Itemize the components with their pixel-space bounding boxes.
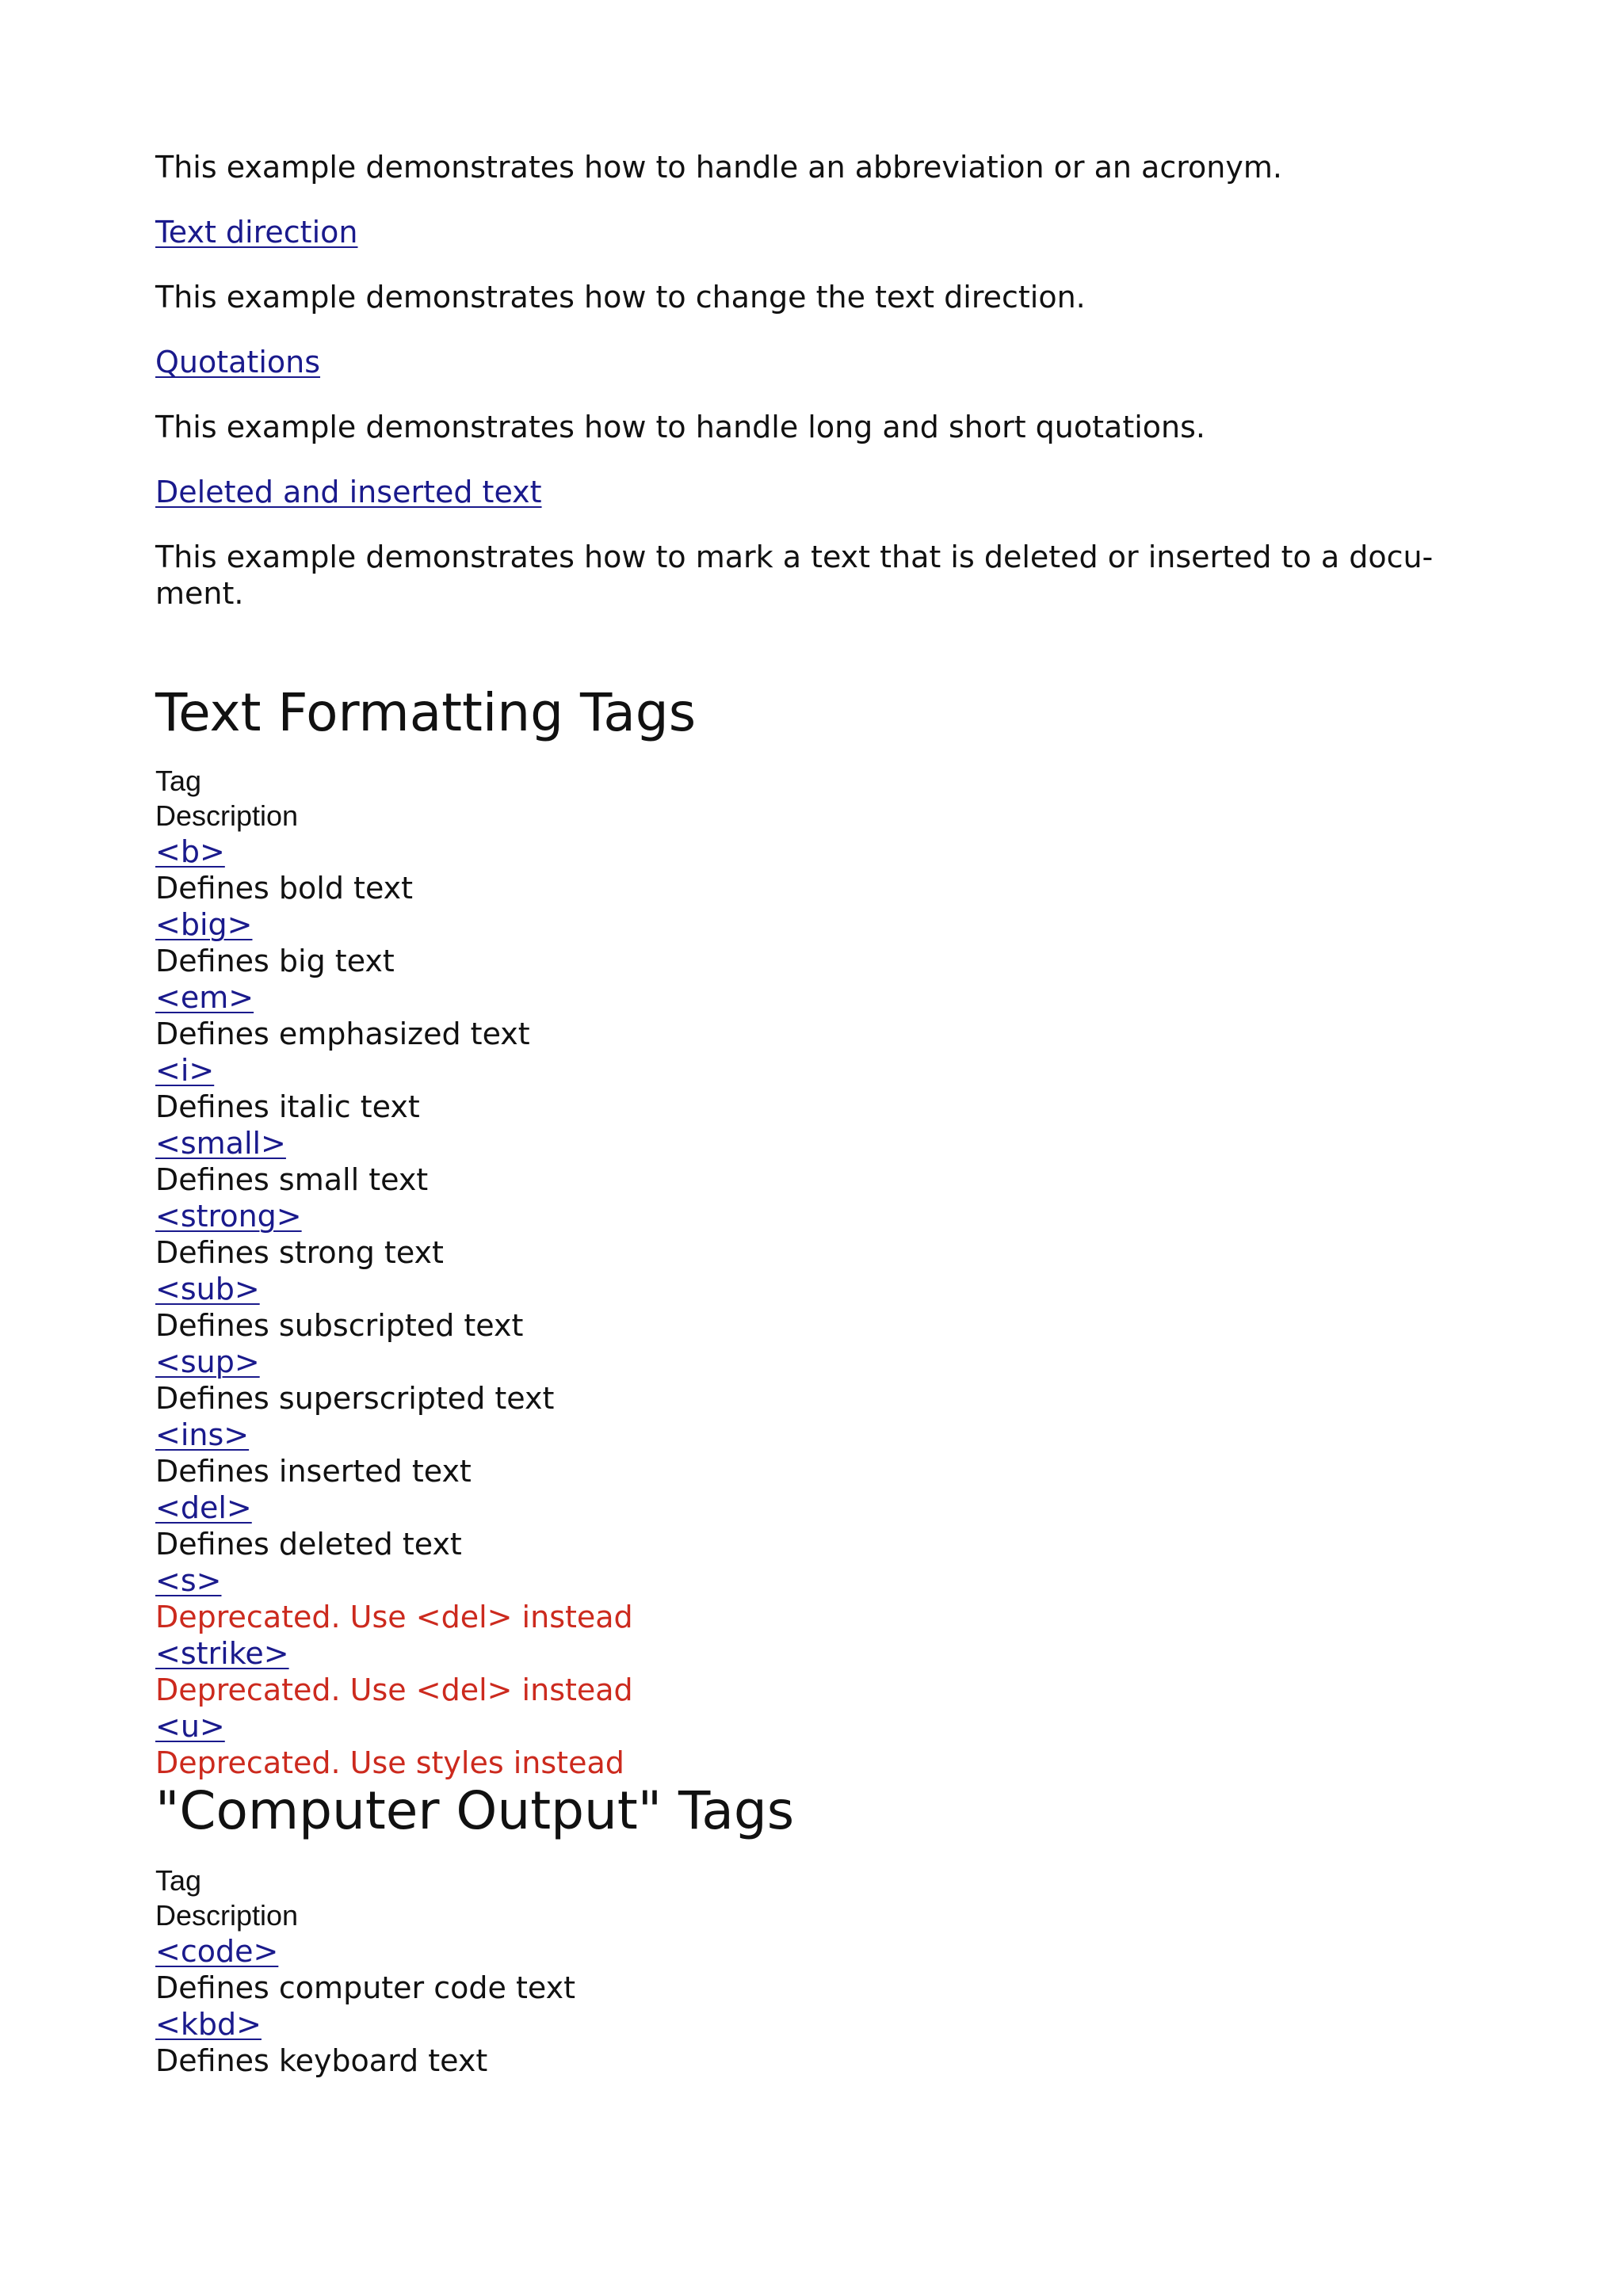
- tag-link[interactable]: <strike>: [155, 1636, 289, 1671]
- text-direction-link[interactable]: Text direction: [155, 215, 358, 250]
- column-header-description: Description: [155, 799, 299, 832]
- tag-description: Defines bold text: [155, 871, 414, 906]
- tag-link[interactable]: <em>: [155, 980, 254, 1015]
- tag-description: Defines keyboard text: [155, 2043, 488, 2078]
- tag-cell: [155, 1271, 1471, 1307]
- tag-cell: [155, 1052, 1471, 1089]
- formatting-section-title: Text Formatting Tags: [155, 682, 697, 743]
- tag-description: Defines small text: [155, 1162, 429, 1197]
- tag-cell: [155, 1708, 1471, 1745]
- tag-link[interactable]: <sub>: [155, 1272, 260, 1306]
- computer-output-table: [155, 1863, 1471, 2079]
- tag-link[interactable]: <i>: [155, 1053, 215, 1088]
- tag-link[interactable]: <kbd>: [155, 2007, 262, 2042]
- tag-cell: [155, 906, 1471, 943]
- column-header-description: Description: [155, 1899, 299, 1932]
- tag-link[interactable]: <b>: [155, 834, 225, 869]
- formatting-table: [155, 764, 1471, 1781]
- tag-link[interactable]: <big>: [155, 907, 253, 942]
- tag-description: Deprecated. Use styles instead: [155, 1745, 624, 1780]
- tag-description: Defines emphasized text: [155, 1016, 530, 1051]
- tag-cell: [155, 1933, 1471, 1970]
- tag-link[interactable]: <u>: [155, 1709, 225, 1744]
- document-page: [155, 149, 1471, 2079]
- tag-description: Defines superscripted text: [155, 1381, 555, 1416]
- tag-cell: [155, 1635, 1471, 1672]
- tag-description: Defines italic text: [155, 1089, 420, 1124]
- quotations-link[interactable]: Quotations: [155, 345, 321, 379]
- tag-cell: [155, 1417, 1471, 1453]
- tag-cell: [155, 1489, 1471, 1526]
- tag-cell: [155, 1562, 1471, 1599]
- tag-link[interactable]: <code>: [155, 1934, 279, 1969]
- tag-link[interactable]: <s>: [155, 1563, 222, 1598]
- quotations-description: This example demonstrates how to handle long and short quotations.: [155, 410, 1205, 444]
- link-paragraph: [155, 474, 1471, 510]
- link-paragraph: [155, 344, 1471, 380]
- tag-link[interactable]: <strong>: [155, 1199, 302, 1234]
- abbreviation-description: This example demonstrates how to handle an abbreviation or an acronym.: [155, 150, 1282, 185]
- text-direction-description: This example demonstrates how to change the text direction.: [155, 280, 1086, 315]
- tag-description: Defines computer code text: [155, 1970, 575, 2005]
- tag-description: Deprecated. Use <del> instead: [155, 1600, 633, 1634]
- tag-cell: [155, 833, 1471, 870]
- tag-description: Deprecated. Use <del> instead: [155, 1672, 633, 1707]
- tag-description: Defines subscripted text: [155, 1308, 524, 1343]
- tag-description: Defines big text: [155, 944, 395, 978]
- tag-description: Defines strong text: [155, 1235, 444, 1270]
- tag-description: Defines inserted text: [155, 1454, 472, 1489]
- tag-cell: [155, 1344, 1471, 1380]
- tag-cell: [155, 979, 1471, 1016]
- tag-cell: [155, 2006, 1471, 2042]
- column-header-tag: Tag: [155, 1864, 202, 1897]
- tag-link[interactable]: <small>: [155, 1126, 286, 1161]
- column-header-tag: Tag: [155, 765, 202, 797]
- tag-cell: [155, 1198, 1471, 1234]
- tag-link[interactable]: <sup>: [155, 1344, 260, 1379]
- tag-cell: [155, 1125, 1471, 1161]
- deleted-inserted-description: This example demonstrates how to mark a text that is deleted or inserted to a docu-ment.: [155, 540, 1434, 611]
- link-paragraph: [155, 214, 1471, 250]
- computer-output-rows: [155, 1933, 1471, 2079]
- computer-output-section-title: "Computer Output" Tags: [155, 1780, 795, 1841]
- tag-description: Defines deleted text: [155, 1527, 462, 1562]
- tag-link[interactable]: <del>: [155, 1490, 252, 1525]
- deleted-inserted-link[interactable]: Deleted and inserted text: [155, 475, 542, 509]
- tag-link[interactable]: <ins>: [155, 1417, 250, 1452]
- formatting-rows: [155, 833, 1471, 1781]
